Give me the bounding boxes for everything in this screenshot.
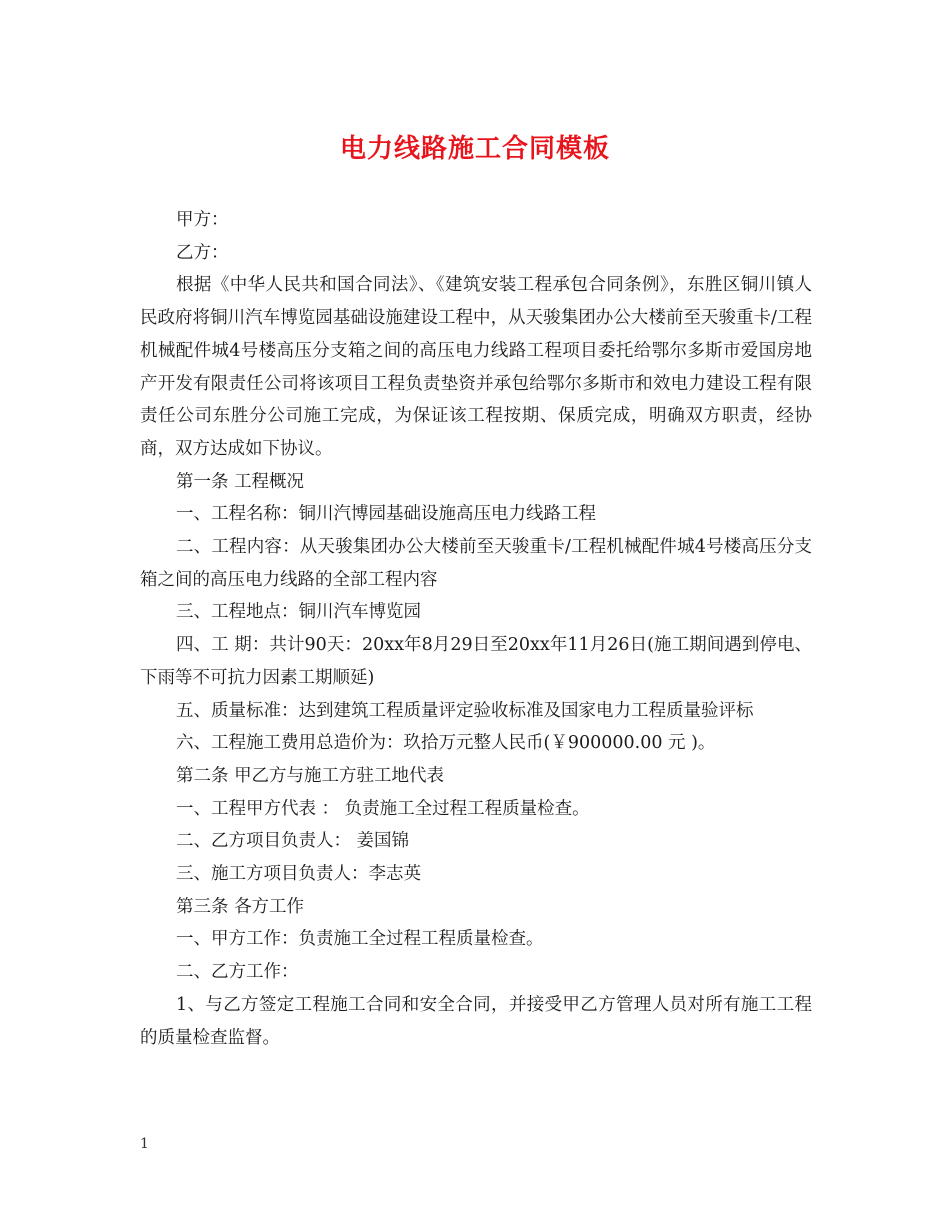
document-body xyxy=(140,204,812,1054)
paragraph-party-b-work: 二、乙方工作： xyxy=(176,962,299,983)
page-number: 1 xyxy=(140,1136,149,1152)
paragraph-article-2: 第二条 甲乙方与施工方驻工地代表 xyxy=(176,765,445,786)
paragraph-project-content: 二、工程内容：从天骏集团办公大楼前至天骏重卡/工程机械配件城4号楼高压分支箱之间的高压电力线路的全部工程内容 xyxy=(140,537,812,590)
paragraph-article-1: 第一条 工程概况 xyxy=(176,471,305,492)
paragraph-total-cost: 六、工程施工费用总造价为：玖拾万元整人民币(￥900000.00 元 )。 xyxy=(176,733,716,754)
paragraph-contractor-manager: 三、施工方项目负责人：李志英 xyxy=(176,864,421,885)
paragraph-quality-standard: 五、质量标准：达到建筑工程质量评定验收标准及国家电力工程质量验评标 xyxy=(176,700,754,721)
paragraph-article-3: 第三条 各方工作 xyxy=(176,896,305,917)
paragraph-party-b-manager: 二、乙方项目负责人： 姜国锦 xyxy=(176,831,410,852)
paragraph-project-location: 三、工程地点：铜川汽车博览园 xyxy=(176,602,421,623)
paragraph-preamble: 根据《中华人民共和国合同法》、《建筑安装工程承包合同条例》，东胜区铜川镇人民政府将铜川汽车博览园基础设施建设工程中，从天骏集团办公大楼前至天骏重卡/工程机械配件城4号楼高压分支箱之间的高压电力线路工程项目委托给鄂尔多斯市爱国房地产开发有限责任公司将该项目工程负责垫资并承包给鄂尔多斯市和效电力建设工程有限责任公司东胜分公司施工完成，为保证该工程按期、保质完成，明确双方职责，经协商，双方达成如下协议。 xyxy=(140,275,812,459)
paragraph-project-name: 一、工程名称：铜川汽博园基础设施高压电力线路工程 xyxy=(176,504,596,525)
paragraph-party-a: 甲方： xyxy=(176,210,229,230)
paragraph-project-duration: 四、工 期：共计90天：20xx年8月29日至20xx年11月26日(施工期间遇到停电、下雨等不可抗力因素工期顺延) xyxy=(140,635,812,688)
document-title: 电力线路施工合同模板 xyxy=(339,134,610,164)
paragraph-item-1: 1、与乙方签定工程施工合同和安全合同，并接受甲乙方管理人员对所有施工工程的质量检查监督。 xyxy=(140,994,812,1048)
paragraph-party-a-rep: 一、工程甲方代表 ： 负责施工全过程工程质量检查。 xyxy=(176,798,590,819)
paragraph-party-a-work: 一、甲方工作：负责施工全过程工程质量检查。 xyxy=(176,929,544,950)
paragraph-party-b: 乙方： xyxy=(176,242,229,263)
